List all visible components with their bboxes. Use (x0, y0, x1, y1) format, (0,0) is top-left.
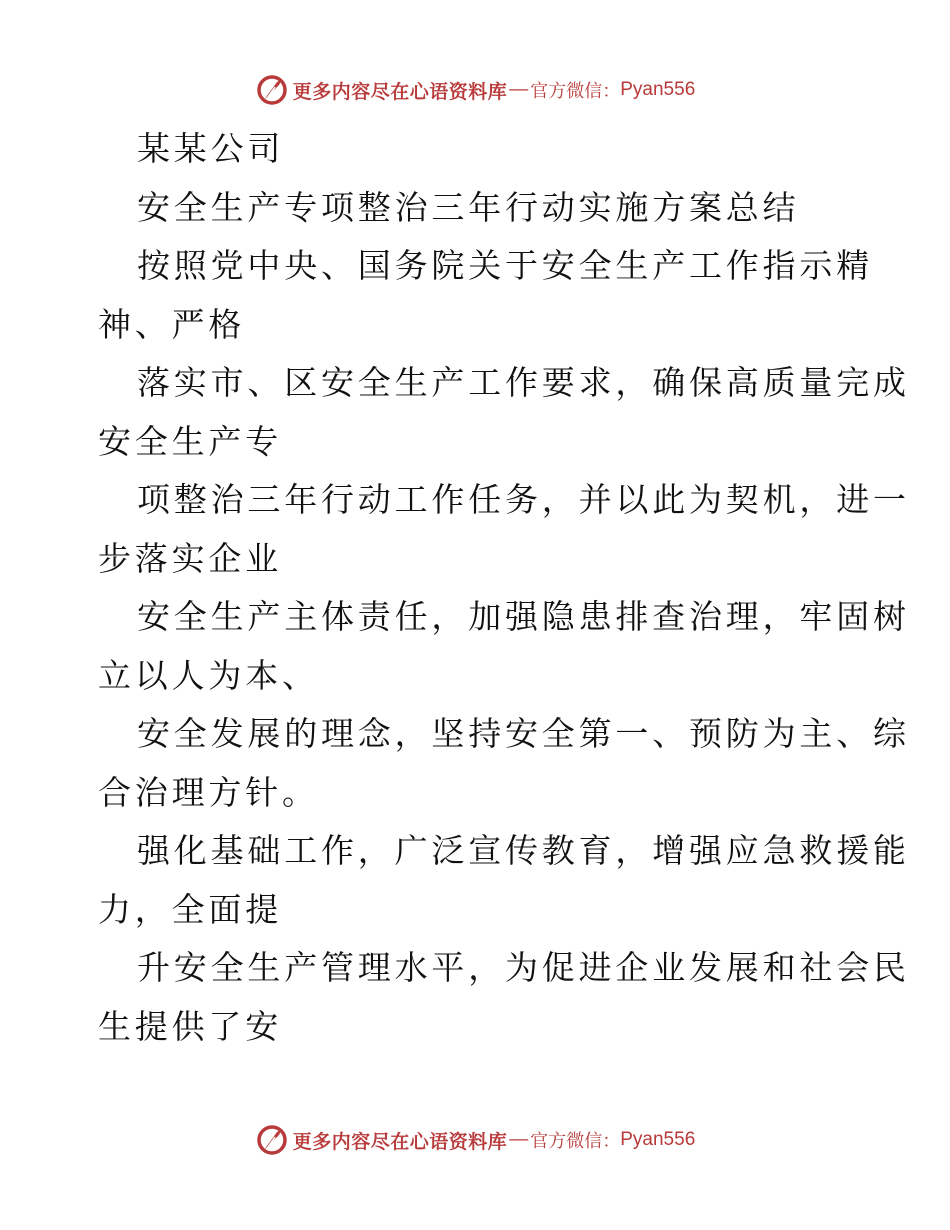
banner-dash: — (509, 79, 529, 100)
document-body (98, 120, 910, 1056)
document-line: 安全生产主体责任，加强隐患排查治理，牢固树 (137, 597, 910, 636)
document-line: 按照党中央、国务院关于安全生产工作指示精 (137, 246, 873, 285)
document-line: 安全生产专项整治三年行动实施方案总结 (137, 187, 800, 227)
document-line: 强化基础工作，广泛宣传教育，增强应急救援能 (137, 831, 910, 870)
quill-logo-icon (255, 1123, 289, 1157)
document-line: 某某公司 (137, 129, 285, 168)
document-line: 合治理方针。 (98, 772, 319, 812)
banner-wechat-label: 官方微信： (530, 1131, 621, 1152)
document-line: 步落实企业 (98, 538, 282, 578)
document-line: 生提供了安 (98, 1006, 282, 1046)
document-line: 升安全生产管理水平，为促进企业发展和社会民 (137, 948, 910, 987)
document-line: 力，全面提 (98, 889, 282, 929)
document-line: 立以人为本、 (98, 655, 319, 695)
header-banner (0, 70, 950, 110)
document-line: 神、严格 (98, 304, 246, 344)
quill-logo-icon (255, 73, 289, 107)
banner-main-text: 更多内容尽在心语资料库 (292, 1130, 508, 1153)
document-line: 安全发展的理念，坚持安全第一、预防为主、综 (137, 714, 910, 753)
document-line: 项整治三年行动工作任务，并以此为契机，进一 (137, 480, 910, 519)
banner-wechat-label: 官方微信： (530, 81, 621, 102)
document-line: 安全生产专 (98, 421, 282, 461)
banner-main-text: 更多内容尽在心语资料库 (292, 80, 508, 103)
banner-wechat-id: Pyan556 (620, 1129, 696, 1150)
footer-banner (0, 1120, 950, 1160)
banner-dash: — (509, 1129, 529, 1150)
banner-wechat-id: Pyan556 (620, 79, 696, 100)
document-line: 落实市、区安全生产工作要求，确保高质量完成 (137, 363, 910, 402)
